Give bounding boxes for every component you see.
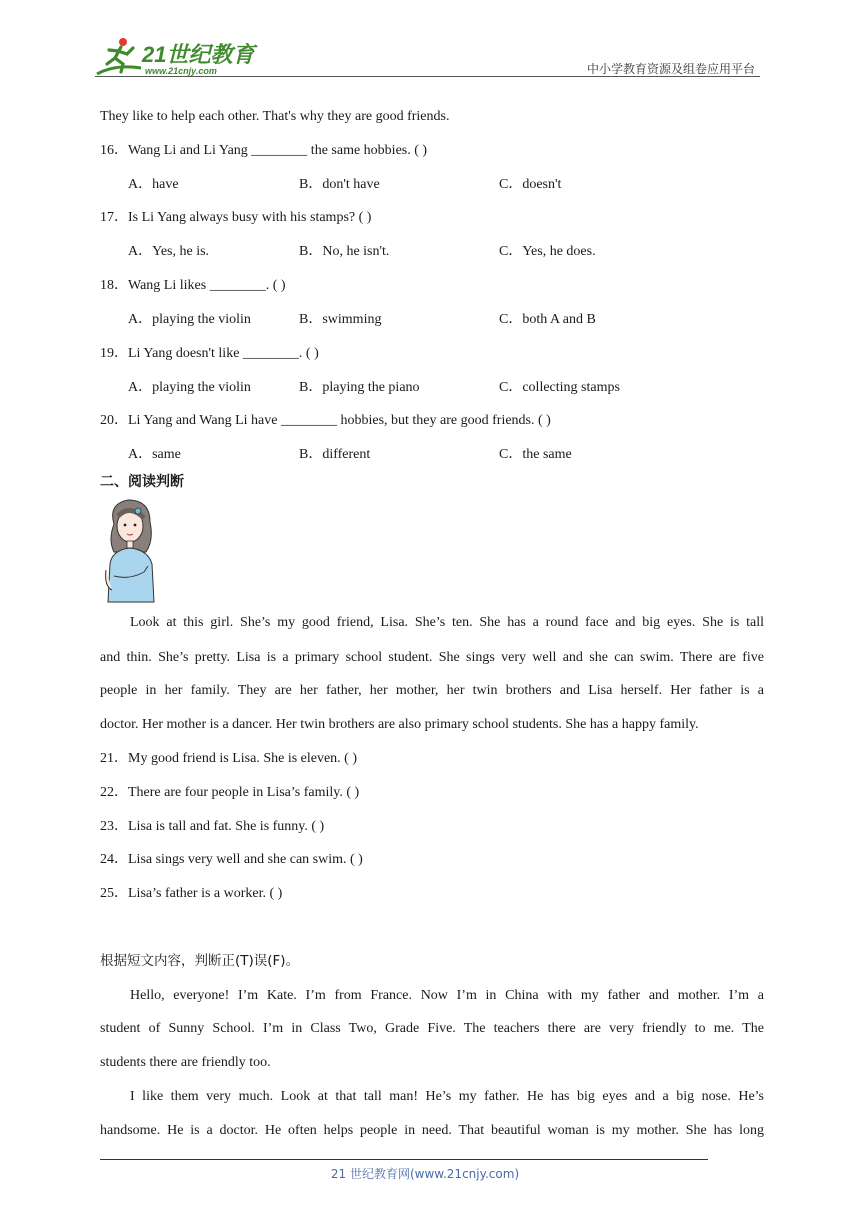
passage1-line-4: doctor. Her mother is a dancer. Her twin brothers are also primary school students. She has a happy family. (100, 717, 699, 732)
question-18: 18．Wang Li likes ________. ( ) (100, 278, 286, 293)
passage2-line-2: student of Sunny School. I’m in Class Two, Grade Five. The teachers there are very friendly to me. The (100, 1021, 764, 1036)
q16-option-c[interactable]: C．doesn't (499, 177, 562, 192)
question-22: 22．There are four people in Lisa’s family. ( ) (100, 785, 360, 800)
page-header (95, 30, 760, 80)
footer-divider (100, 1159, 708, 1160)
q20-option-b[interactable]: B．different (299, 447, 371, 462)
q16-option-b[interactable]: B．don't have (299, 177, 380, 192)
passage2-line-4: I like them very much. Look at that tall man! He’s my father. He has big eyes and a big nose. He’s (130, 1089, 764, 1104)
q16-option-a[interactable]: A．have (128, 177, 179, 192)
page-footer (0, 1165, 860, 1182)
passage1-line-3: people in her family. They are her father, her mother, her twin brothers and Lisa herself. Her father is a (100, 683, 764, 698)
q17-option-b[interactable]: B．No, he isn't. (299, 244, 390, 259)
section-2-title: 二、阅读判断 (100, 474, 184, 490)
footer-text[interactable]: 21 世纪教育网(www.21cnjy.com) (330, 1167, 520, 1181)
q20-option-a[interactable]: A．same (128, 447, 181, 462)
question-20: 20．Li Yang and Wang Li have ________ hobbies, but they are good friends. ( ) (100, 413, 551, 428)
question-24: 24．Lisa sings very well and she can swim. ( ) (100, 852, 363, 867)
q19-option-a[interactable]: A．playing the violin (128, 380, 251, 395)
question-21: 21．My good friend is Lisa. She is eleven. ( ) (100, 751, 358, 766)
question-16: 16．Wang Li and Li Yang ________ the same hobbies. ( ) (100, 143, 428, 158)
q19-option-c[interactable]: C．collecting stamps (499, 380, 620, 395)
question-25: 25．Lisa’s father is a worker. ( ) (100, 886, 283, 901)
runner-logo-icon (95, 34, 145, 78)
q18-option-b[interactable]: B．swimming (299, 312, 382, 327)
passage1-line-1: Look at this girl. She’s my good friend, Lisa. She’s ten. She has a round face and big eyes. She is tall (130, 615, 764, 630)
instruction-text: 根据短文内容，判断正(T)误(F)。 (100, 953, 300, 969)
q20-option-c[interactable]: C．the same (499, 447, 572, 462)
passage1-line-2: and thin. She’s pretty. Lisa is a primary school student. She sings very well and she can swim. There are five (100, 650, 764, 665)
q18-option-c[interactable]: C．both A and B (499, 312, 596, 327)
question-19: 19．Li Yang doesn't like ________. ( ) (100, 346, 319, 361)
passage2-line-3: students there are friendly too. (100, 1055, 271, 1070)
q19-option-b[interactable]: B．playing the piano (299, 380, 420, 395)
question-17: 17．Is Li Yang always busy with his stamps? ( ) (100, 210, 372, 225)
logo-text: 21世纪教育 (142, 42, 255, 67)
passage2-line-5: handsome. He is a doctor. He often helps people in need. That beautiful woman is my mother. She has long (100, 1123, 764, 1138)
q17-option-a[interactable]: A．Yes, he is. (128, 244, 210, 259)
q17-option-c[interactable]: C．Yes, he does. (499, 244, 596, 259)
site-logo[interactable] (95, 34, 265, 78)
passage2-line-1: Hello, everyone! I’m Kate. I’m from France. Now I’m in China with my father and mother. I’m a (130, 988, 764, 1003)
header-platform-text: 中小学教育资源及组卷应用平台 (586, 62, 755, 76)
question-23: 23．Lisa is tall and fat. She is funny. ( ) (100, 819, 325, 834)
logo-url: www.21cnjy.com (145, 66, 217, 76)
girl-illustration (100, 494, 160, 604)
q18-option-a[interactable]: A．playing the violin (128, 312, 251, 327)
header-divider (95, 76, 760, 77)
intro-tail: They like to help each other. That's why they are good friends. (100, 109, 450, 124)
